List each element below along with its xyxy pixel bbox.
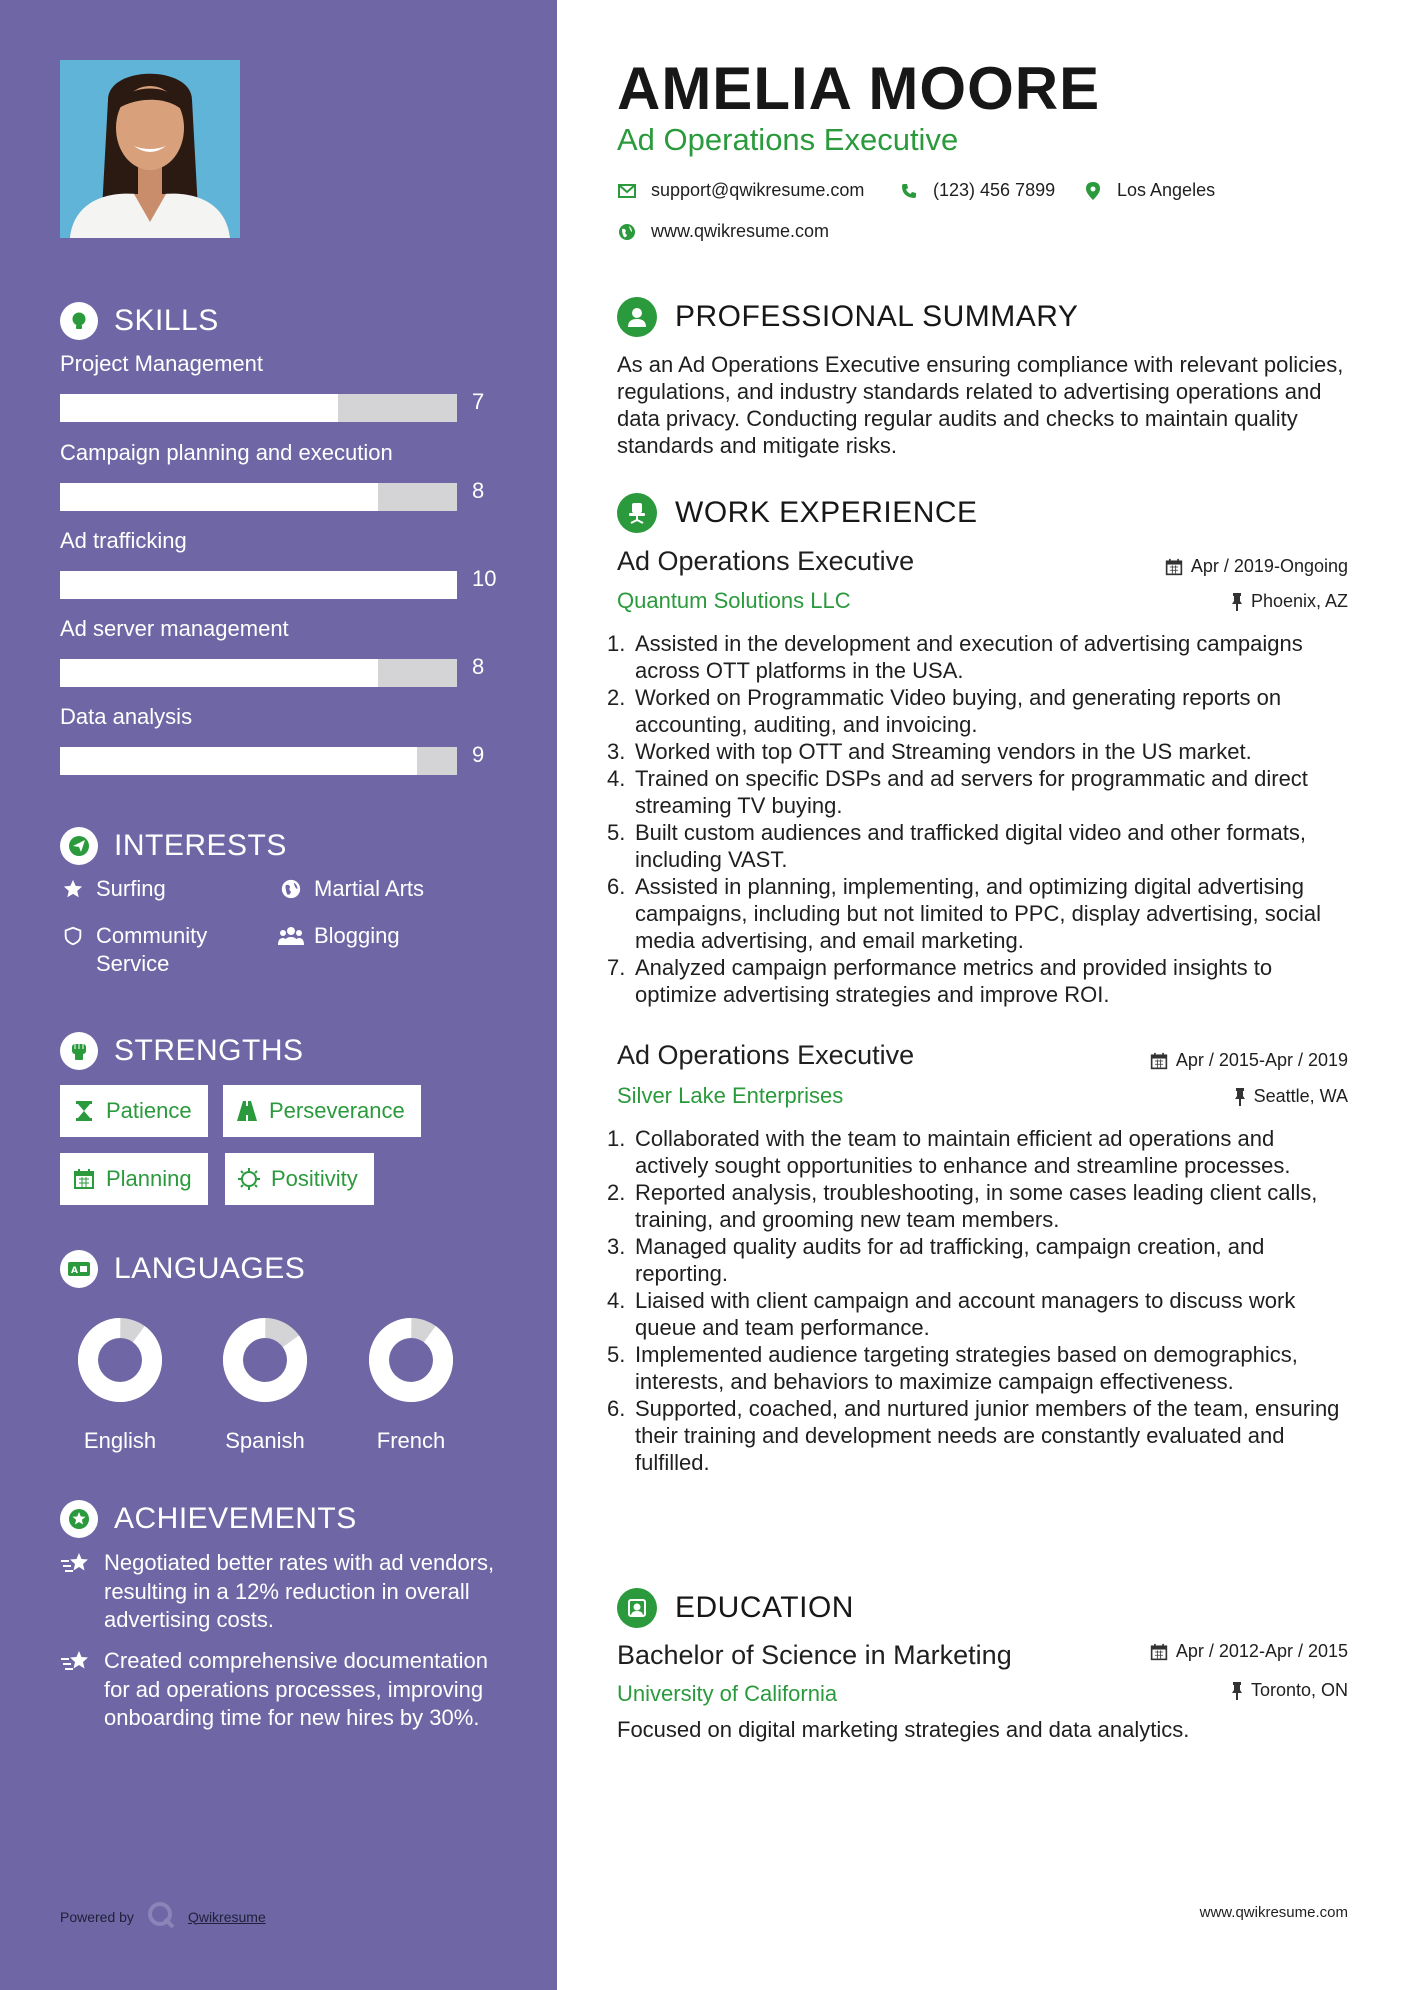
- skill-bar: [60, 571, 457, 599]
- skill-bar: [60, 747, 457, 775]
- language-label: French: [376, 1428, 446, 1453]
- job-location-text: Phoenix, AZ: [1250, 591, 1348, 611]
- job-company: Quantum Solutions LLC: [617, 588, 851, 613]
- skill-bar: [60, 483, 457, 511]
- user-icon: [617, 297, 657, 337]
- skills-title: SKILLS: [114, 304, 219, 337]
- summary-text: As an Ad Operations Executive ensuring compliance with relevant policies, regulations, and industry standards related to advertising operations and data privacy. Conducting regular audits and checks to maintain quality standards and mitigate risks.: [617, 352, 1344, 458]
- job-title: Ad Operations Executive: [617, 1040, 915, 1070]
- skill-level: 8: [472, 654, 485, 679]
- skill-item: [60, 704, 500, 767]
- language-item: [65, 1318, 175, 1454]
- map-pin-icon: [1083, 181, 1103, 201]
- skill-level: 9: [472, 742, 485, 767]
- achievement-item: [60, 1549, 500, 1635]
- strengths-heading: [60, 1031, 304, 1071]
- skill-name: Project Management: [60, 351, 263, 376]
- interest-label: Blogging: [314, 923, 400, 948]
- bullet-text: Liaised with client campaign and account managers to discuss work queue and team performance.: [635, 1288, 1296, 1340]
- globe-icon: [278, 876, 304, 902]
- calendar-icon: [1150, 1643, 1168, 1661]
- office-chair-icon: [617, 493, 657, 533]
- bullet-text: Collaborated with the team to maintain efficient ad operations and actively sought opportunities to enhance and streamline processes.: [635, 1126, 1291, 1178]
- svg-text:A: A: [71, 1266, 78, 1276]
- interest-item: [278, 922, 400, 950]
- interests-title: INTERESTS: [114, 829, 287, 862]
- skills-heading: [60, 301, 219, 341]
- skill-bar: [60, 394, 457, 422]
- bullet-text: Worked on Programmatic Video buying, and generating reports on accounting, auditing, and invoicing.: [635, 685, 1282, 737]
- job-title: Ad Operations Executive: [617, 546, 915, 576]
- education-school: University of California: [617, 1681, 838, 1706]
- language-item: [210, 1318, 320, 1454]
- achievement-text: Negotiated better rates with ad vendors, resulting in a 12% reduction in overall advertising costs.: [104, 1550, 495, 1632]
- experience-title: WORK EXPERIENCE: [675, 496, 978, 529]
- footer-website[interactable]: www.qwikresume.com: [1199, 1904, 1348, 1921]
- skill-bar-fill: [60, 571, 457, 599]
- list-item: 6. Assisted in planning, implementing, and optimizing digital advertising campaigns, including but not limited to PPC, display advertising, social media advertising, and email marketing.: [607, 873, 1347, 954]
- lightbulb-icon: [60, 302, 98, 340]
- interest-item: [60, 922, 250, 978]
- strength-label: Positivity: [271, 1166, 358, 1191]
- profile-photo: [60, 60, 240, 238]
- sun-icon: [237, 1167, 261, 1191]
- achievement-item: [60, 1647, 500, 1733]
- job-date-text: Apr / 2015-Apr / 2019: [1175, 1050, 1348, 1070]
- bullet-text: Worked with top OTT and Streaming vendors in the US market.: [635, 739, 1252, 764]
- language-ring: [369, 1318, 453, 1402]
- pushpin-icon: [1231, 1682, 1243, 1700]
- skill-name: Ad server management: [60, 616, 289, 641]
- job-bullets: [607, 1125, 1347, 1476]
- email-text[interactable]: support@qwikresume.com: [651, 180, 865, 200]
- graduation-icon: [617, 1588, 657, 1628]
- list-item: 1. Collaborated with the team to maintain efficient ad operations and actively sought opportunities to enhance and streamline processes.: [607, 1125, 1347, 1179]
- skill-item: [60, 528, 500, 591]
- list-item: 3. Worked with top OTT and Streaming vendors in the US market.: [607, 739, 1252, 764]
- phone-text: (123) 456 7899: [933, 180, 1056, 200]
- skill-bar-fill: [60, 747, 417, 775]
- education-degree: Bachelor of Science in Marketing: [617, 1640, 1012, 1670]
- pushpin-icon: [1231, 593, 1243, 611]
- bullet-text: Supported, coached, and nurtured junior members of the team, ensuring their training and development needs are constantly evaluated and fulfilled.: [635, 1396, 1340, 1475]
- education-location-text: Toronto, ON: [1250, 1680, 1348, 1700]
- skill-item: [60, 616, 500, 679]
- language-card-icon: [60, 1250, 98, 1288]
- education-heading: [617, 1588, 854, 1628]
- achievement-text: Created comprehensive documentation for ad operations processes, improving onboarding time for new hires by 30%.: [104, 1648, 489, 1730]
- shooting-star-icon: [60, 1551, 94, 1635]
- candidate-role: Ad Operations Executive: [617, 122, 959, 157]
- achievements-title: ACHIEVEMENTS: [114, 1502, 357, 1535]
- experience-heading: [617, 493, 978, 533]
- skill-bar-fill: [60, 659, 378, 687]
- location-text: Los Angeles: [1117, 180, 1216, 200]
- powered-by-label: Powered by: [60, 1908, 134, 1925]
- languages-heading: [60, 1249, 305, 1289]
- skill-item: [60, 440, 500, 503]
- strength-badge: [223, 1085, 421, 1137]
- calendar-icon: [1150, 1052, 1168, 1070]
- list-item: 3. Managed quality audits for ad trafficking, campaign creation, and reporting.: [607, 1233, 1347, 1287]
- fist-icon: [60, 1032, 98, 1070]
- job-bullets: [607, 630, 1347, 1008]
- bullet-text: Reported analysis, troubleshooting, in some cases leading client calls, training, and grooming new team members.: [635, 1180, 1318, 1232]
- job-location: [1234, 1086, 1348, 1107]
- strength-label: Perseverance: [269, 1098, 405, 1123]
- language-ring: [78, 1318, 162, 1402]
- bullet-text: Analyzed campaign performance metrics and provided insights to optimize advertising strategies and improve ROI.: [635, 955, 1273, 1007]
- envelope-icon: [617, 181, 637, 201]
- language-label: Spanish: [225, 1428, 305, 1453]
- bullet-text: Managed quality audits for ad trafficking, campaign creation, and reporting.: [635, 1234, 1265, 1286]
- bullet-text: Assisted in planning, implementing, and optimizing digital advertising campaigns, including but not limited to PPC, display advertising, social media advertising, and email marketing.: [635, 874, 1322, 953]
- interest-item: [60, 875, 166, 903]
- brand-link[interactable]: Qwikresume: [187, 1908, 266, 1925]
- list-item: 6. Supported, coached, and nurtured junior members of the team, ensuring their training and development needs are constantly evaluated and fulfilled.: [607, 1395, 1347, 1476]
- job-date-text: Apr / 2019-Ongoing: [1190, 556, 1348, 576]
- contact-website: [617, 221, 829, 242]
- sidebar: [0, 0, 557, 1990]
- hourglass-icon: [72, 1099, 96, 1123]
- bullet-text: Trained on specific DSPs and ad servers for programmatic and direct streaming TV buying.: [635, 766, 1308, 818]
- education-text: Focused on digital marketing strategies and data analytics.: [617, 1717, 1190, 1742]
- skill-name: Campaign planning and execution: [60, 440, 393, 465]
- calendar-icon: [72, 1167, 96, 1191]
- star-badge-icon: [60, 1500, 98, 1538]
- road-icon: [235, 1099, 259, 1123]
- interest-label: Martial Arts: [314, 876, 425, 901]
- candidate-name: AMELIA MOORE: [617, 55, 1101, 122]
- contact-phone: [899, 180, 1055, 201]
- education-date: [1150, 1641, 1348, 1662]
- education-title: EDUCATION: [675, 1591, 854, 1624]
- skill-bar-fill: [60, 394, 338, 422]
- bullet-text: Built custom audiences and trafficked digital video and other formats, including VAST.: [635, 820, 1306, 872]
- phone-icon: [899, 181, 919, 201]
- list-item: 4. Trained on specific DSPs and ad servers for programmatic and direct streaming TV buying.: [607, 765, 1347, 819]
- globe-icon: [617, 222, 637, 242]
- strength-badge: [60, 1085, 208, 1137]
- skill-name: Data analysis: [60, 704, 193, 729]
- languages-title: LANGUAGES: [114, 1252, 306, 1285]
- strength-badge: [225, 1153, 374, 1205]
- job-location: [1231, 591, 1348, 612]
- strength-label: Planning: [106, 1166, 192, 1191]
- interest-label: Community Service: [96, 923, 208, 976]
- website-text[interactable]: www.qwikresume.com: [651, 221, 830, 241]
- contact-email: [617, 180, 864, 201]
- strength-label: Patience: [106, 1098, 192, 1123]
- shooting-star-icon: [60, 1649, 94, 1733]
- interests-heading: [60, 826, 287, 866]
- powered-by: [60, 1900, 266, 1933]
- list-item: 4. Liaised with client campaign and account managers to discuss work queue and team performance.: [607, 1287, 1347, 1341]
- summary-title: PROFESSIONAL SUMMARY: [675, 300, 1079, 333]
- interest-label: Surfing: [96, 876, 166, 901]
- achievements-heading: [60, 1499, 357, 1539]
- pushpin-icon: [1234, 1088, 1246, 1106]
- qwikresume-logo-icon: [146, 1900, 176, 1933]
- job-company: Silver Lake Enterprises: [617, 1083, 844, 1108]
- skill-level: 8: [472, 478, 485, 503]
- skill-bar-fill: [60, 483, 378, 511]
- job-location-text: Seattle, WA: [1253, 1086, 1348, 1106]
- list-item: 7. Analyzed campaign performance metrics and provided insights to optimize advertising strategies and improve ROI.: [607, 954, 1347, 1008]
- strength-badge: [60, 1153, 208, 1205]
- language-item: [356, 1318, 466, 1454]
- skill-name: Ad trafficking: [60, 528, 187, 553]
- contact-location: [1083, 180, 1215, 201]
- star-icon: [60, 876, 86, 902]
- education-location: [1231, 1680, 1348, 1701]
- calendar-icon: [1165, 558, 1183, 576]
- bullet-text: Implemented audience targeting strategies based on demographics, interests, and behaviors to maximize campaign effectiveness.: [635, 1342, 1298, 1394]
- skill-bar: [60, 659, 457, 687]
- users-icon: [278, 923, 304, 949]
- paper-plane-icon: [60, 827, 98, 865]
- skill-level: 7: [472, 389, 485, 414]
- shield-icon: [60, 923, 86, 949]
- list-item: 5. Implemented audience targeting strategies based on demographics, interests, and behaviors to maximize campaign effectiveness.: [607, 1341, 1347, 1395]
- list-item: 5. Built custom audiences and trafficked digital video and other formats, including VAST.: [607, 819, 1347, 873]
- language-ring: [223, 1318, 307, 1402]
- education-date-text: Apr / 2012-Apr / 2015: [1175, 1641, 1348, 1661]
- language-label: English: [83, 1428, 157, 1453]
- skill-item: [60, 351, 500, 414]
- list-item: 1. Assisted in the development and execution of advertising campaigns across OTT platforms in the USA.: [607, 630, 1347, 684]
- job-date: [1165, 556, 1348, 577]
- list-item: 2. Worked on Programmatic Video buying, and generating reports on accounting, auditing, and invoicing.: [607, 684, 1347, 738]
- list-item: 2. Reported analysis, troubleshooting, in some cases leading client calls, training, and grooming new team members.: [607, 1179, 1347, 1233]
- interest-item: [278, 875, 424, 903]
- job-date: [1150, 1050, 1348, 1071]
- bullet-text: Assisted in the development and execution of advertising campaigns across OTT platforms in the USA.: [635, 631, 1303, 683]
- strengths-title: STRENGTHS: [114, 1034, 304, 1067]
- summary-heading: [617, 297, 1078, 337]
- skill-level: 10: [472, 566, 497, 591]
